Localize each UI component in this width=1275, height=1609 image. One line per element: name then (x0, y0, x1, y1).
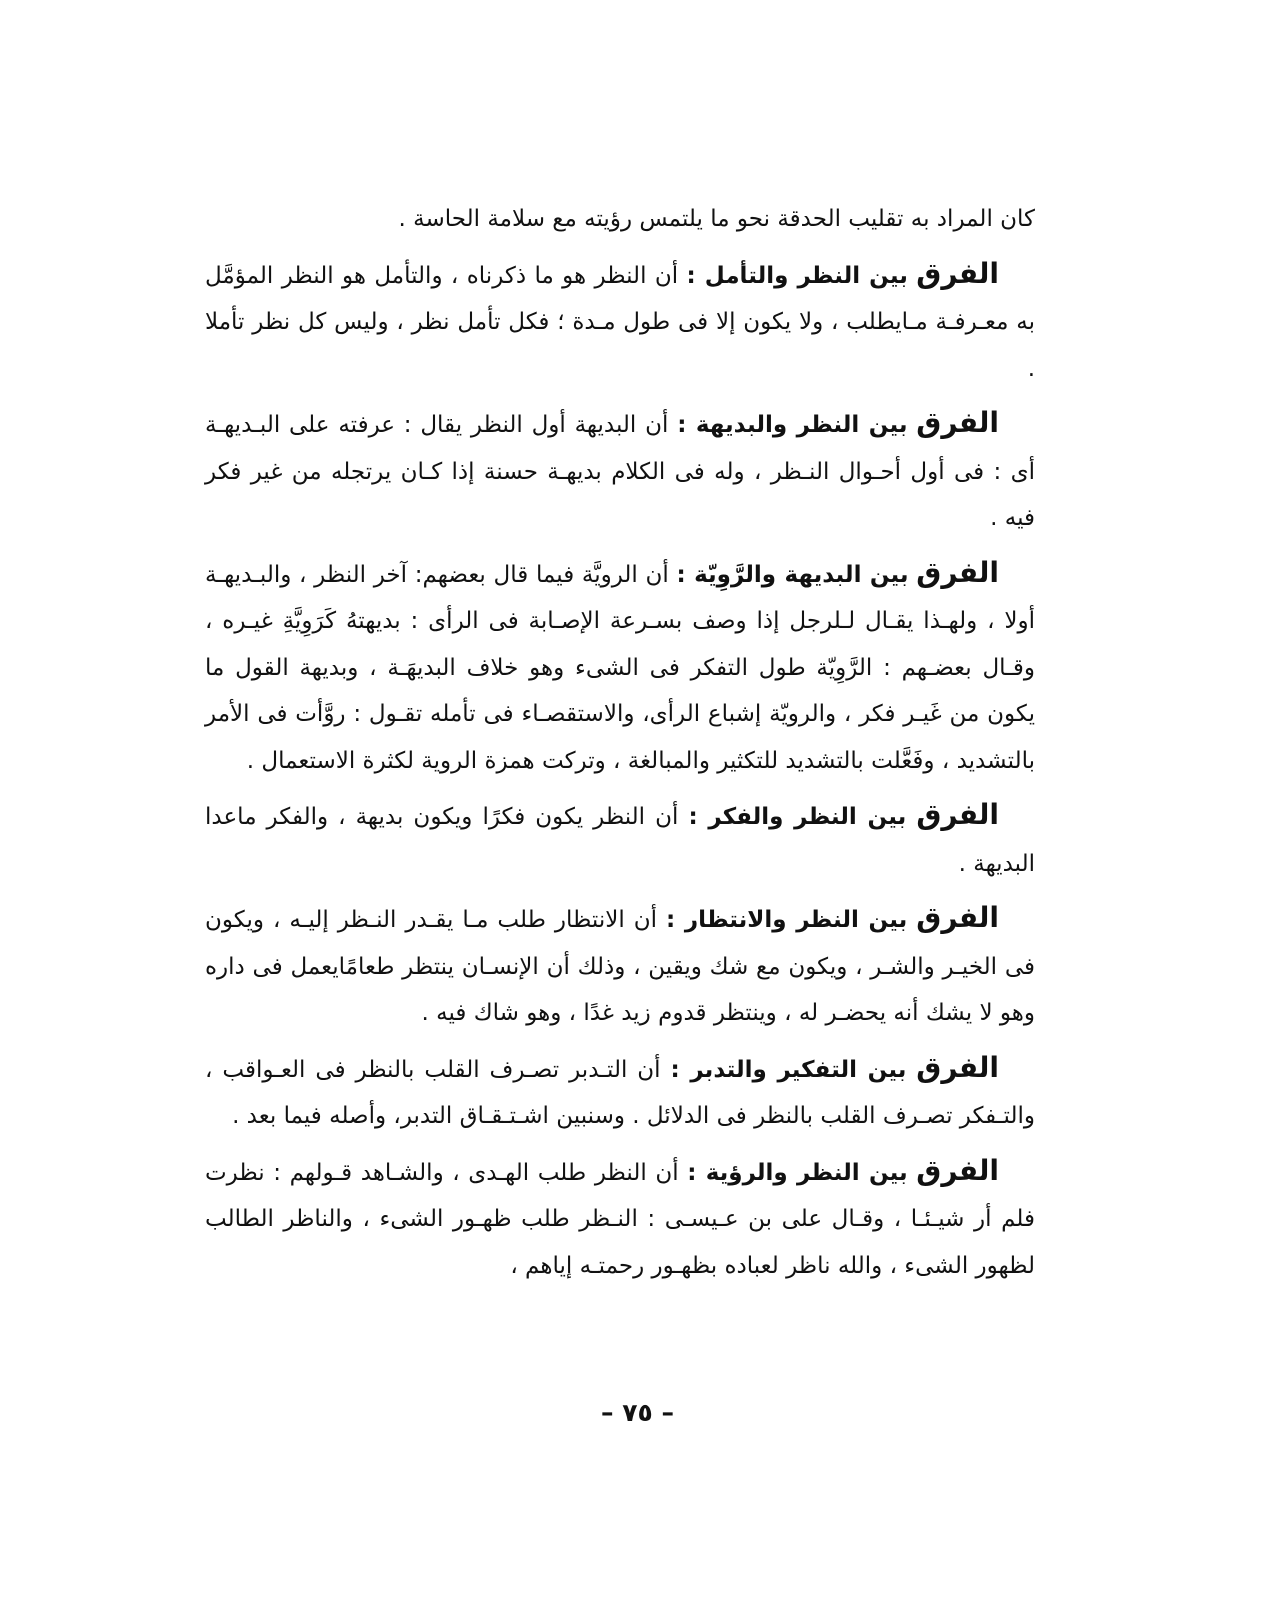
entry-badiha-rawiyya (205, 550, 1035, 785)
entry-tafkir-tadabbur (205, 1045, 1035, 1140)
entry-nazar-badiha (205, 400, 1035, 542)
entry-term: بين النظر والتأمل : (686, 262, 908, 289)
intro-paragraph: كان المراد به تقليب الحدقة نحو ما يلتمس رؤيته مع سلامة الحاسة . (398, 206, 1035, 232)
entry-body: أن البديهة أول النظر يقال : عرفته على البـديهـة أى : فى أول أحـوال النـظر ، وله فى الكلام بديهـة حسنة إذا كـان يرتجله من غير فكر فيه . (205, 412, 1035, 531)
entry-body: أن الرويَّة فيما قال بعضهم: آخر النظر ، والبـديهـة أولا ، ولهـذا يقـال لـلرجل إذا وصف بسـرعة الإصـابة فى الرأى : بديهتهُ كَرَوِيَّةِ غيـره ، وقـال بعضـهم : الرَّوِيّة طول التفكر فى الشىء وهو خلاف البديهَـة ، وبديهة القول ما يكون من غَيـر فكر ، والرويّة إشباع الرأى، والاستقصـاء فى تأمله تقـول : روَّأت فى الأمر بالتشديد ، وفَعَّلت بالتشديد للتكثير والمبالغة ، وتركت همزة الروية لكثرة الاستعمال . (205, 561, 1035, 774)
entry-lead: الفرق (916, 798, 1000, 831)
page-body (205, 196, 1035, 1297)
entry-term: بين النظر والرؤية : (687, 1159, 908, 1186)
entry-body: أن التـدبر تصـرف القلب بالنظر فى العـواقب ، والتـفكر تصـرف القلب بالنظر فى الدلائل . وسنبين اشـتـقـاق التدبر، وأصله فيما بعد . (205, 1056, 1035, 1129)
entry-lead: الفرق (916, 1050, 1000, 1084)
entry-body: أن النظر هو ما ذكرناه ، والتأمل هو النظر المؤمَّل به معـرفـة مـايطلب ، ولا يكون إلا فى طول مـدة ؛ فكل تأمل نظر ، وليس كل نظر تأملا . (205, 262, 1035, 382)
entry-body: أن الانتظار طلب مـا يقـدر النـظر إليـه ، ويكون فى الخيـر والشـر ، ويكون مع شك ويقين ، وذلك أن الإنسـان ينتظر طعامًايعمل فى داره وهو لا يشك أنه يحضـر له ، وينتظر قدوم زيد غدًا ، وهو شاك فيه . (205, 907, 1035, 1026)
page-number: – ٧٥ – (601, 1398, 674, 1427)
entry-lead: الفرق (916, 1153, 999, 1187)
entry-body: أن النظر طلب الهـدى ، والشـاهد قـولهم : نظرت فلم أر شيـئـا ، وقـال على بن عـيسـى : النـظر طلب ظهـور الشىء ، والناظر الطالب لظهور الشىء ، والله ناظر لعباده بظهـور رحمتـه إياهم ، (205, 1159, 1035, 1279)
entry-lead: الفرق (916, 555, 999, 589)
entry-lead: الفرق (916, 901, 999, 934)
entry-nazar-fikr (205, 792, 1035, 887)
entry-term: بين النظر والبديهة : (677, 412, 908, 438)
entry-term: بين التفكير والتدبر : (670, 1056, 907, 1083)
entry-lead: الفرق (916, 406, 999, 439)
entry-term: بين النظر والانتظار : (666, 907, 908, 933)
entry-term: بين النظر والفكر : (688, 804, 907, 830)
entry-nazar-taammul (205, 251, 1035, 393)
entry-body: أن النظر يكون فكرًا ويكون بديهة ، والفكر ماعدا البديهة . (205, 804, 1035, 877)
entry-nazar-ruya (205, 1148, 1035, 1290)
entry-nazar-intizar (205, 895, 1035, 1037)
entry-term: بين البديهة والرَّوِيّة : (676, 561, 909, 588)
entry-lead: الفرق (916, 256, 1000, 290)
